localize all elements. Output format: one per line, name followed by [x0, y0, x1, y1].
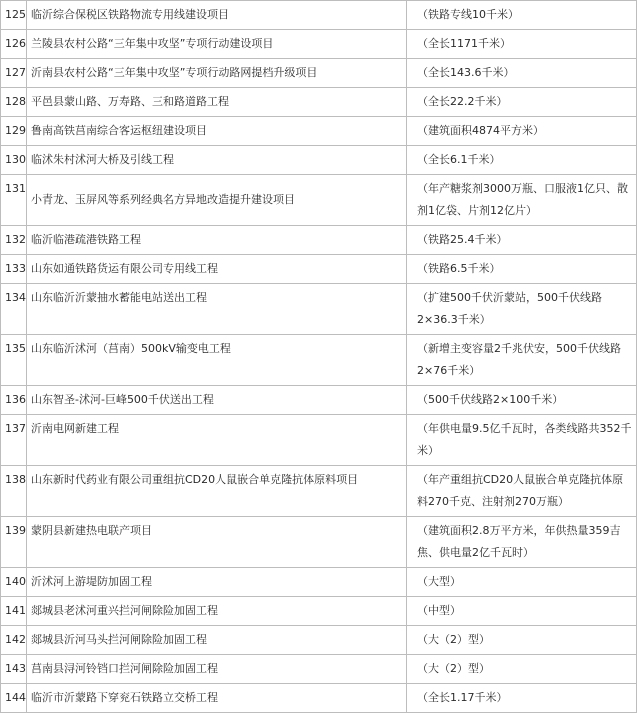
- project-name: 平邑县蒙山路、万寿路、三和路道路工程: [27, 88, 407, 117]
- project-name: 临沭朱村沭河大桥及引线工程: [27, 146, 407, 175]
- row-number: 143: [1, 655, 27, 684]
- table-row: [1, 117, 637, 146]
- table-row: [1, 30, 637, 59]
- table-row: [1, 597, 637, 626]
- project-name: 临沂临港疏港铁路工程: [27, 226, 407, 255]
- project-name: 山东如通铁路货运有限公司专用线工程: [27, 255, 407, 284]
- row-number: 137: [1, 415, 27, 466]
- row-number: 131: [1, 175, 27, 226]
- project-scale: （年产糖浆剂3000万瓶、口服液1亿只、散剂1亿袋、片剂12亿片）: [407, 175, 637, 226]
- row-number: 144: [1, 684, 27, 713]
- project-name: 兰陵县农村公路“三年集中攻坚”专项行动建设项目: [27, 30, 407, 59]
- project-scale: （年供电量9.5亿千瓦时，各类线路共352千米）: [407, 415, 637, 466]
- project-scale: （大（2）型）: [407, 626, 637, 655]
- project-name: 郯城县老沭河重兴拦河闸除险加固工程: [27, 597, 407, 626]
- table-row: [1, 88, 637, 117]
- project-scale: （大型）: [407, 568, 637, 597]
- table-row: [1, 335, 637, 386]
- row-number: 139: [1, 517, 27, 568]
- row-number: 130: [1, 146, 27, 175]
- table-row: [1, 655, 637, 684]
- table-row: [1, 284, 637, 335]
- row-number: 138: [1, 466, 27, 517]
- project-scale: （建筑面积2.8万平方米，年供热量359吉焦、供电量2亿千瓦时）: [407, 517, 637, 568]
- table-row: [1, 59, 637, 88]
- table-row: [1, 415, 637, 466]
- project-scale: （全长1.17千米）: [407, 684, 637, 713]
- project-name: 蒙阴县新建热电联产项目: [27, 517, 407, 568]
- project-scale: （全长22.2千米）: [407, 88, 637, 117]
- table-row: [1, 466, 637, 517]
- project-name: 郯城县沂河马头拦河闸除险加固工程: [27, 626, 407, 655]
- table-row: [1, 684, 637, 713]
- project-name: 山东临沂沂蒙抽水蓄能电站送出工程: [27, 284, 407, 335]
- project-scale: （建筑面积4874平方米）: [407, 117, 637, 146]
- project-scale: （中型）: [407, 597, 637, 626]
- row-number: 129: [1, 117, 27, 146]
- table-row: [1, 568, 637, 597]
- row-number: 127: [1, 59, 27, 88]
- project-scale: （全长143.6千米）: [407, 59, 637, 88]
- row-number: 142: [1, 626, 27, 655]
- project-name: 临沂市沂蒙路下穿兖石铁路立交桥工程: [27, 684, 407, 713]
- project-scale: （全长6.1千米）: [407, 146, 637, 175]
- project-scale: （铁路25.4千米）: [407, 226, 637, 255]
- project-scale: （新增主变容量2千兆伏安，500千伏线路2×76千米）: [407, 335, 637, 386]
- project-scale: （铁路专线10千米）: [407, 1, 637, 30]
- row-number: 132: [1, 226, 27, 255]
- table-row: [1, 146, 637, 175]
- table-row: [1, 175, 637, 226]
- row-number: 133: [1, 255, 27, 284]
- project-name: 沂南电网新建工程: [27, 415, 407, 466]
- project-scale: （大（2）型）: [407, 655, 637, 684]
- table-row: [1, 517, 637, 568]
- project-scale: （铁路6.5千米）: [407, 255, 637, 284]
- table-row: [1, 626, 637, 655]
- project-scale: （扩建500千伏沂蒙站，500千伏线路2×36.3千米）: [407, 284, 637, 335]
- project-scale: （全长1171千米）: [407, 30, 637, 59]
- project-name: 山东临沂沭河（莒南）500kV输变电工程: [27, 335, 407, 386]
- project-name: 沂南县农村公路“三年集中攻坚”专项行动路网提档升级项目: [27, 59, 407, 88]
- project-name: 沂沭河上游堤防加固工程: [27, 568, 407, 597]
- row-number: 135: [1, 335, 27, 386]
- table-row: [1, 226, 637, 255]
- table-row: [1, 386, 637, 415]
- row-number: 140: [1, 568, 27, 597]
- project-scale: （500千伏线路2×100千米）: [407, 386, 637, 415]
- row-number: 126: [1, 30, 27, 59]
- project-scale: （年产重组抗CD20人鼠嵌合单克隆抗体原料270千克、注射剂270万瓶）: [407, 466, 637, 517]
- row-number: 125: [1, 1, 27, 30]
- project-name: 山东新时代药业有限公司重组抗CD20人鼠嵌合单克隆抗体原料项目: [27, 466, 407, 517]
- project-name: 山东智圣-沭河-巨峰500千伏送出工程: [27, 386, 407, 415]
- table-row: [1, 1, 637, 30]
- row-number: 128: [1, 88, 27, 117]
- project-name: 鲁南高铁莒南综合客运枢纽建设项目: [27, 117, 407, 146]
- row-number: 134: [1, 284, 27, 335]
- project-name: 临沂综合保税区铁路物流专用线建设项目: [27, 1, 407, 30]
- table-row: [1, 255, 637, 284]
- project-name: 莒南县浔河铃铛口拦河闸除险加固工程: [27, 655, 407, 684]
- project-name: 小青龙、玉屏风等系列经典名方异地改造提升建设项目: [27, 175, 407, 226]
- row-number: 141: [1, 597, 27, 626]
- row-number: 136: [1, 386, 27, 415]
